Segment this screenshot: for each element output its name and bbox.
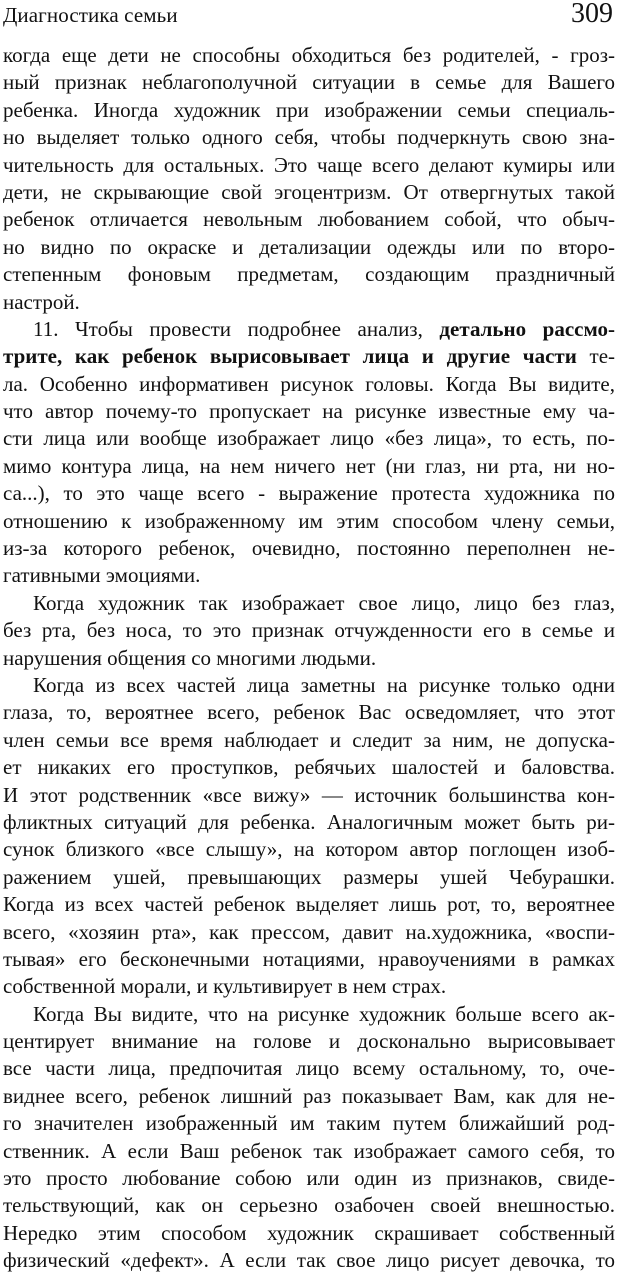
text-line: всего, «хозяин рта», как прессом, давит на.художника, «воспи- bbox=[3, 919, 615, 944]
text-line: сти лица или вообще изображает лицо «без лица», то есть, по- bbox=[3, 426, 615, 451]
text-line: из-за которого ребенок, очевидно, постоянно переполнен не- bbox=[3, 536, 615, 561]
text-line: Когда художник так изображает свое лицо, лицо без глаз, bbox=[33, 590, 615, 615]
text-line: без рта, без носа, то это признак отчужденности его в семье и bbox=[3, 618, 615, 643]
text-line: ребенка. Иногда художник при изображении семьи специаль- bbox=[3, 97, 615, 122]
text-line: ный признак неблагополучной ситуации в семье для Вашего bbox=[3, 70, 615, 95]
text-line: го значителен изображенный им таким путем ближайший род- bbox=[3, 1111, 615, 1136]
text-line: это просто любование собою или один из признаков, свиде- bbox=[3, 1166, 615, 1191]
text-line: виднее всего, ребенок лишний раз показывает Вам, как для не- bbox=[3, 1083, 615, 1108]
text-line: настрой. bbox=[3, 289, 80, 314]
text-line: собственной морали, и культивирует в нем страх. bbox=[3, 974, 447, 999]
text-line: Когда из всех частей лица заметны на рисунке только одни bbox=[33, 672, 615, 697]
text-run: те- bbox=[576, 344, 616, 369]
bold-emphasis: детально рассмо- bbox=[439, 316, 616, 341]
text-line: тельствующий, как он серьезно озабочен своей внешностью. bbox=[3, 1193, 615, 1218]
text-line: тывая» его бесконечными нотациями, нравоучениями в рамках bbox=[3, 946, 615, 971]
text-line: но видно по окраске и детализации одежды или по второ- bbox=[3, 234, 615, 259]
text-line: глаза, то, вероятнее всего, ребенок Вас осведомляет, что этот bbox=[3, 700, 615, 725]
page-header bbox=[3, 2, 615, 32]
text-line: когда еще дети не способны обходиться без родителей, - гроз- bbox=[3, 43, 615, 67]
text-line: ла. Особенно информативен рисунок головы. Когда Вы видите, bbox=[3, 371, 615, 396]
text-line: сунок близкого «все слышу», на котором автор поглощен изоб- bbox=[3, 837, 615, 862]
text-line: все части лица, предпочитая лицо всему остальному, то, оче- bbox=[3, 1056, 615, 1081]
text-line: Когда из всех частей ребенок выделяет лишь рот, то, вероятнее bbox=[3, 892, 615, 917]
body-text bbox=[3, 42, 615, 1275]
text-line: дети, не скрывающие свой эгоцентризм. От отвергнутых такой bbox=[3, 179, 615, 204]
running-title: Диагностика семьи bbox=[3, 3, 178, 27]
text-line: мимо контура лица, на нем ничего нет (ни глаз, ни рта, ни но- bbox=[3, 453, 615, 478]
text-line: фликтных ситуаций для ребенка. Аналогичным может быть ри- bbox=[3, 809, 615, 834]
text-line: Нередко этим способом художник скрашивает собственный bbox=[3, 1220, 615, 1245]
text-line: но выделяет только одного себя, чтобы подчеркнуть свою зна- bbox=[3, 125, 615, 150]
text-line: ребенок отличается невольным любованием собой, что обыч- bbox=[3, 207, 615, 232]
text-line: степенным фоновым предметам, создающим праздничный bbox=[3, 262, 615, 287]
text-line: ет никаких его проступков, ребячьих шалостей и баловства. bbox=[3, 755, 615, 780]
text-line: что автор почему-то пропускает на рисунке известные ему ча- bbox=[3, 399, 615, 424]
text-line: нарушения общения со многими людьми. bbox=[3, 645, 377, 670]
text-run: 11. Чтобы провести подробнее анализ, bbox=[33, 316, 440, 341]
text-line: член семьи все время наблюдает и следит за ним, не допуска- bbox=[3, 727, 615, 752]
text-line: И этот родственник «все вижу» — источник большинства кон- bbox=[3, 782, 615, 807]
text-line bbox=[3, 316, 615, 343]
text-line: ственник. А если Ваш ребенок так изображает самого себя, то bbox=[3, 1138, 615, 1163]
text-line: чительность для остальных. Это чаще всего делают кумиры или bbox=[3, 152, 615, 177]
text-line bbox=[3, 343, 615, 370]
text-line: Когда Вы видите, что на рисунке художник больше всего ак- bbox=[33, 1001, 615, 1026]
bold-emphasis: трите, как ребенок вырисовывает лица и другие части bbox=[3, 344, 577, 369]
text-line: физический «дефект». А если так свое лицо рисует девочка, то bbox=[3, 1248, 615, 1273]
text-line: центирует внимание на голове и досконально вырисовывает bbox=[3, 1029, 615, 1054]
text-line: гативными эмоциями. bbox=[3, 563, 201, 588]
text-line: ражением ушей, превышающих размеры ушей Чебурашки. bbox=[3, 864, 615, 889]
text-line: отношению к изображенному им этим способом члену семьи, bbox=[3, 508, 615, 533]
page-number: 309 bbox=[571, 0, 613, 29]
book-page bbox=[3, 0, 616, 1273]
text-line: са...), то это чаще всего - выражение протеста художника по bbox=[3, 481, 615, 506]
